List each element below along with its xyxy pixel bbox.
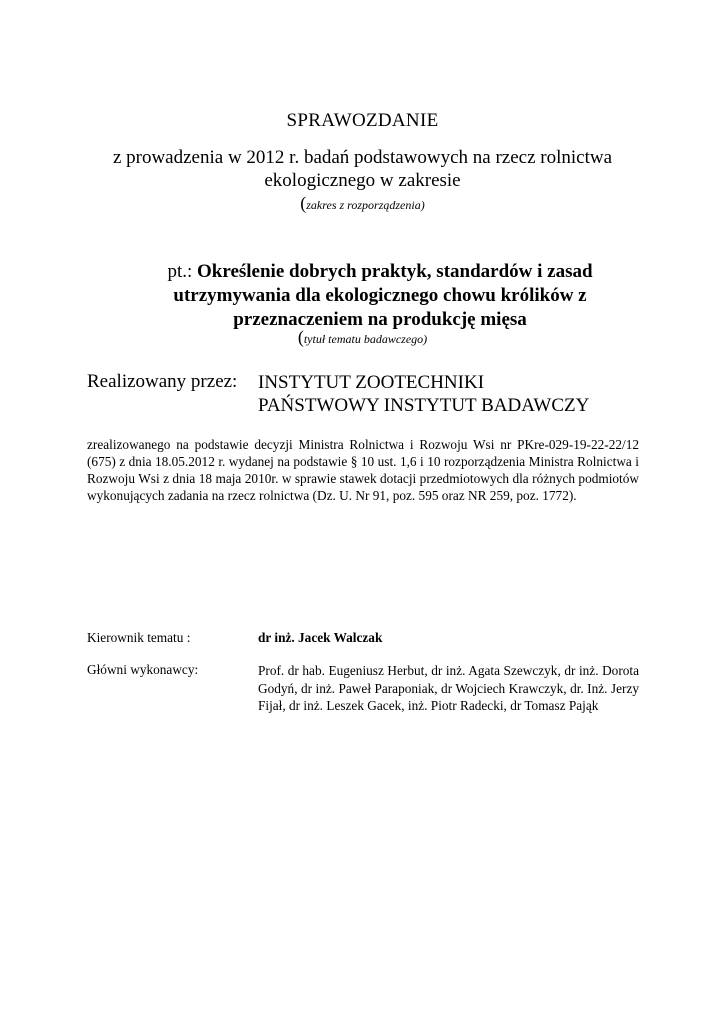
- scope-note-text: zakres z rozporządzenia): [306, 198, 425, 212]
- topic-note: [0, 327, 725, 348]
- topic-note-text: tytuł tematu badawczego): [303, 332, 428, 346]
- leader-name: dr inż. Jacek Walczak: [258, 630, 383, 645]
- legal-basis-paragraph: zrealizowanego na podstawie decyzji Ministra Rolnictwa i Rozwoju Wsi nr PKre-029-19-22-22/12 (675) z dnia 18.05.2012 r. wydanej na podstawie § 10 ust. 1,6 i 10 rozporządzenia Ministra Rolnictwa i Rozwoju Wsi z dnia 18 maja 2010r. w sprawie stawek dotacji przedmiotowych dla różnych podmiotów wykonujących zadania na rzecz rolnictwa (Dz. U. Nr 91, poz. 595 oraz NR 259, poz. 1772).: [87, 437, 639, 503]
- contractors-list: Prof. dr hab. Eugeniusz Herbut, dr inż. Agata Szewczyk, dr inż. Dorota Godyń, dr inż. Paweł Paraponiak, dr Wojciech Krawczyk, dr. Inż. Jerzy Fijał, dr inż. Leszek Gacek, inż. Piotr Radecki, dr Tomasz Pająk: [258, 663, 639, 713]
- institute-name: [258, 371, 589, 417]
- document-subtitle: z prowadzenia w 2012 r. badań podstawowych na rzecz rolnictwa ekologicznego w zakresie: [112, 147, 613, 191]
- topic-title: Określenie dobrych praktyk, standardów i zasad utrzymywania dla ekologicznego chowu królików z przeznaczeniem na produkcję mięsa: [173, 261, 593, 330]
- contractors-label: Główni wykonawcy:: [87, 662, 199, 677]
- institute-line-2: PAŃSTWOWY INSTYTUT BADAWCZY: [258, 395, 590, 416]
- research-topic: [150, 260, 610, 332]
- performer-label: Realizowany przez:: [87, 371, 238, 392]
- document-title: SPRAWOZDANIE: [286, 110, 439, 131]
- topic-prefix: pt.:: [167, 261, 198, 282]
- institute-line-1: INSTYTUT ZOOTECHNIKI: [258, 372, 485, 393]
- topic-note-paren: (: [297, 327, 304, 347]
- scope-note: [0, 193, 725, 214]
- leader-label: Kierownik tematu :: [87, 630, 191, 645]
- scope-note-paren: (: [300, 193, 307, 213]
